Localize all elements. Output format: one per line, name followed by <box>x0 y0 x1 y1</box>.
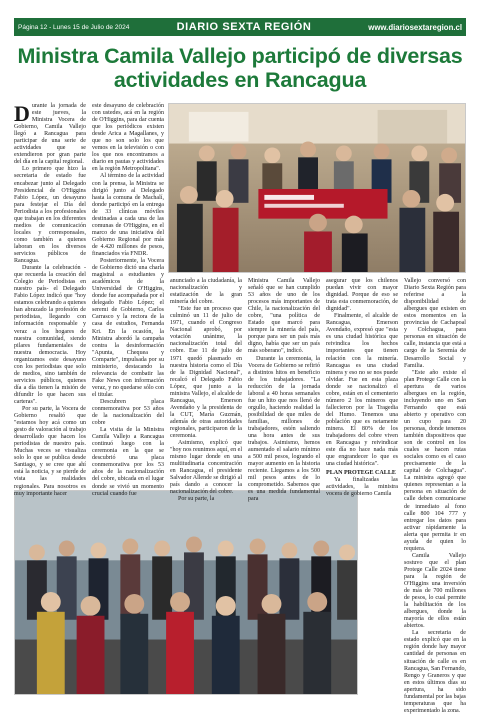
paragraph: "Este año existe el plan Protege Calle con la apertura de varios albergues en la región, incluyendo uno en San Fernando que está abierto y operativo con un cupo para 20 personas, donde tenemos también dispositivos que son de control en los cuales se hacen rutas sociales como es el caso precisamente de la capital de Colchagua". La ministra agregó que quienes representan a la persona en situación de calle deben comunicarse de inmediato al fono calle 800 104 777 y entregar los datos para activar rápidamente la alerta que permita ir en ayuda de quien lo requiera. <box>404 369 466 552</box>
article-column-2 <box>92 103 164 497</box>
article-column-3 <box>170 278 242 503</box>
drop-cap: D <box>14 101 30 126</box>
paragraph: urante la jornada de este jueves, la Ministra Vocera de Gobierno, Camila Vallejo llegó a Rancagua para participar de una serie de actividades que se extendieron por gran parte del día en la capital regional. <box>14 103 86 166</box>
paragraph: Vallejo conversó con Diario Sexta Región para referirse a la disponibilidad de albergues que existen en estos momentos en la provincias de Cachapoal y Colchagua, para personas en situación de calle, instancia que está a cargo de la Seremía de Desarrollo Social y Familia. <box>404 278 466 369</box>
paragraph: Asimismo, explicó que "hoy nos reunimos aquí, en el mismo lugar donde en una multitudinaria concentración en Rancagua, el presidente Salvador Allende se dirigió al país dando a conocer la nacionalización del cobre. <box>170 440 242 496</box>
masthead: DIARIO SEXTA REGIÓN <box>176 21 312 33</box>
paragraph: Posteriormente, la Vocera de Gobierno dictó una charla magistral a estudiantes y académicos de la Universidad de O'Higgins, donde fue acompañada por el delegado Fabio López; el seremi de Gobierno, Carlos Carrasco y la rectora de la casa de estudios, Fernanda Kri. En la ocasión, la Ministra abordó la campaña contra la desinformación "Apunta, Chequea y Comparte", impulsada por su ministerio, destacando la relevancia de combatir las Fake News con información veraz, y no quedarse sólo con el titular. <box>92 258 164 398</box>
headline: Ministra Camila Vallejo participó de diversas actividades en Rancagua <box>17 44 463 92</box>
paragraph: Finalmente, el alcalde de Rancagua, Emerson Avendaño, expresó que "esta es una ciudad histórica que reivindica los hechos importantes que tienen relación con la minería. Rancagua es una ciudad minera y eso no se nos puede olvidar. Fue en esta plaza donde se nacionalizó el cobre, están en el cementerio número 2 los mineros que fallecieron por la Tragedia del Humo. Tenemos una población que es netamente minera. El 80% de los trabajadores del cobre viven en Rancagua y reivindicar este día no hace nada más que engrandecer lo que es una ciudad histórica". <box>326 313 398 468</box>
subheading: PLAN PROTEGE CALLE <box>326 470 396 477</box>
article-column-4 <box>248 278 320 503</box>
paragraph: Durante la celebración -que recuerda la creación del Colegio de Periodistas en nuestro país- el Delegado Fabio López indicó que "hoy estamos celebrando a quienes han abrazado la profesión de periodistas, llegando con información responsable y veraz a los hogares de nuestra comunidad, siendo pilares fundamentales de nuestra democracia. Hoy organizamos este desayuno con los periodistas que solo de medios, sino también de servicios públicos, quienes día a día tienen la misión de difundir lo que hacen sus carteras". <box>14 265 86 405</box>
article-column-5 <box>326 278 398 498</box>
paragraph: Ministra Camila Vallejo señaló que se han cumplido 53 años de uno de los procesos más importantes de Chile, la nacionalización del cobre, "una política de Estado que marcó para siempre la minería del país, porque para ser un país más digno, había que ser un país más soberano", indicó. <box>248 278 320 355</box>
paragraph: Ya finalizadas las actividades, la ministra vocera de gobierno Camila <box>326 477 398 498</box>
paragraph: Al término de la actividad con la prensa, la Ministra se dirigió junto al Delegado hasta la comuna de Machalí, donde participó en la entrega de 33 clínicas móviles destinadas a cada una de las comunas de O'Higgins, en el marco de una iniciativa del Gobierno Regional por más de 4.420 millones de pesos, financiados vía FNDR. <box>92 173 164 257</box>
paragraph: Camila Vallejo sostuvo que el plan Protege Calle 2024 tiene para la región de O'Higgins una inversión de más de 700 millones de pesos, lo cual permite la habilitación de los albergues, donde la mayoría de ellos están abiertos. <box>404 552 466 630</box>
page-header <box>14 18 466 36</box>
photo-group-banner <box>168 103 466 273</box>
article-column-1 <box>14 103 86 703</box>
paragraph: Por su parte, la <box>178 496 215 503</box>
paragraph: Lo primero que hizo la secretaria de estado fue encabezar junto al Delegado Presidencial de O'Higgins Fabio López, un desayuno para festejar el Día del Periodista a los profesionales que trabajan en los diferentes medios de comunicación locales y corresponsales, como también a quienes laboran en los diversos servicios públicos de Rancagua. <box>14 166 86 265</box>
paragraph: "Este fue un proceso que culminó un 11 de julio de 1971, cuando el Congreso Nacional aprobó, por votación unánime, la nacionalización total del cobre. Ese 11 de julio de 1971 quedó plasmado en nuestra historia como el Día de la Dignidad Nacional", recalcó el Delegado Fabio López, que junto a la ministra Vallejo, el alcalde de Rancagua, Emerson Avendaño y la presidenta de la CUT, María Guzmán, además de otras autoridades regionales, participaron de la ceremonia. <box>170 306 242 440</box>
subheading: Descubren placa conmemorativa por 53 años de la nacionalización del cobre <box>92 398 164 427</box>
paragraph: Por su parte, la Vocera de Gobierno resaltó que "estamos hoy acá como un gesto de valoración al trabajo desarrollado que hacen los periodistas de nuestro país. Muchas veces se visualiza solo lo que se publica desde Santiago, y se cree que ahí está la noticia, y se pierde de vista las realidades regionales. Para nosotros es muy importante hacer <box>14 406 86 497</box>
paragraph: anunciado a la ciudadanía, la nacionalización y estatización de la gran minería del cobre. <box>170 278 242 306</box>
paragraph: este desayuno de celebración con ustedes, acá en la región de O'Higgins, para dar cuenta que los periódicos existen desde Arica a Magallanes, y que no son solo los que vemos en la televisión o con los que nos encontramos a diario en pautas y actividades en la región Metropolitana". <box>92 103 164 173</box>
paragraph: La secretaria de estado explicó que en la región donde hay mayor cantidad de personas en situación de calle es en Rancagua, San Fernando, Rengo y Graneros y que en estos últimos días su apertura, ha sido fundamental por las bajas temperaturas que ha experimentado la zona. <box>404 630 466 714</box>
paragraph: Durante la ceremonia, la Vocera de Gobierno se refirió a distintos hitos en beneficio de los trabajadores. "La reducción de la jornada laboral a 40 horas semanales fue un hito que nos llenó de orgullo, haciendo realidad la posibilidad de que miles de familias, millones de trabajadores, estén saliendo una hora antes de sus trabajos. Asimismo, hemos aumentado el salario mínimo a 500 mil pesos, logrando el mayor aumento en la historia reciente. Llegamos a los 500 mil pesos antes de lo comprometido. Sabemos que es una medida fundamental para <box>248 355 320 503</box>
paragraph: asegurar que los chilenos puedan vivir con mayor dignidad. Porque de eso se trata esta conmemoración, de dignidad". <box>326 278 398 313</box>
paragraph: La visita de la Ministra Camila Vallejo a Rancagua continuó luego con la ceremonia en la que se descubrió una placa conmemorativa por los 53 años de la nacionalización del cobre, ubicada en el lugar donde se vivió un momento crucial cuando fue <box>92 427 164 497</box>
website-link[interactable]: www.diariosextaregion.cl <box>368 22 462 32</box>
page-info: Página 12 - Lunes 15 de Julio de 2024 <box>18 23 130 31</box>
article-column-6 <box>404 278 466 714</box>
